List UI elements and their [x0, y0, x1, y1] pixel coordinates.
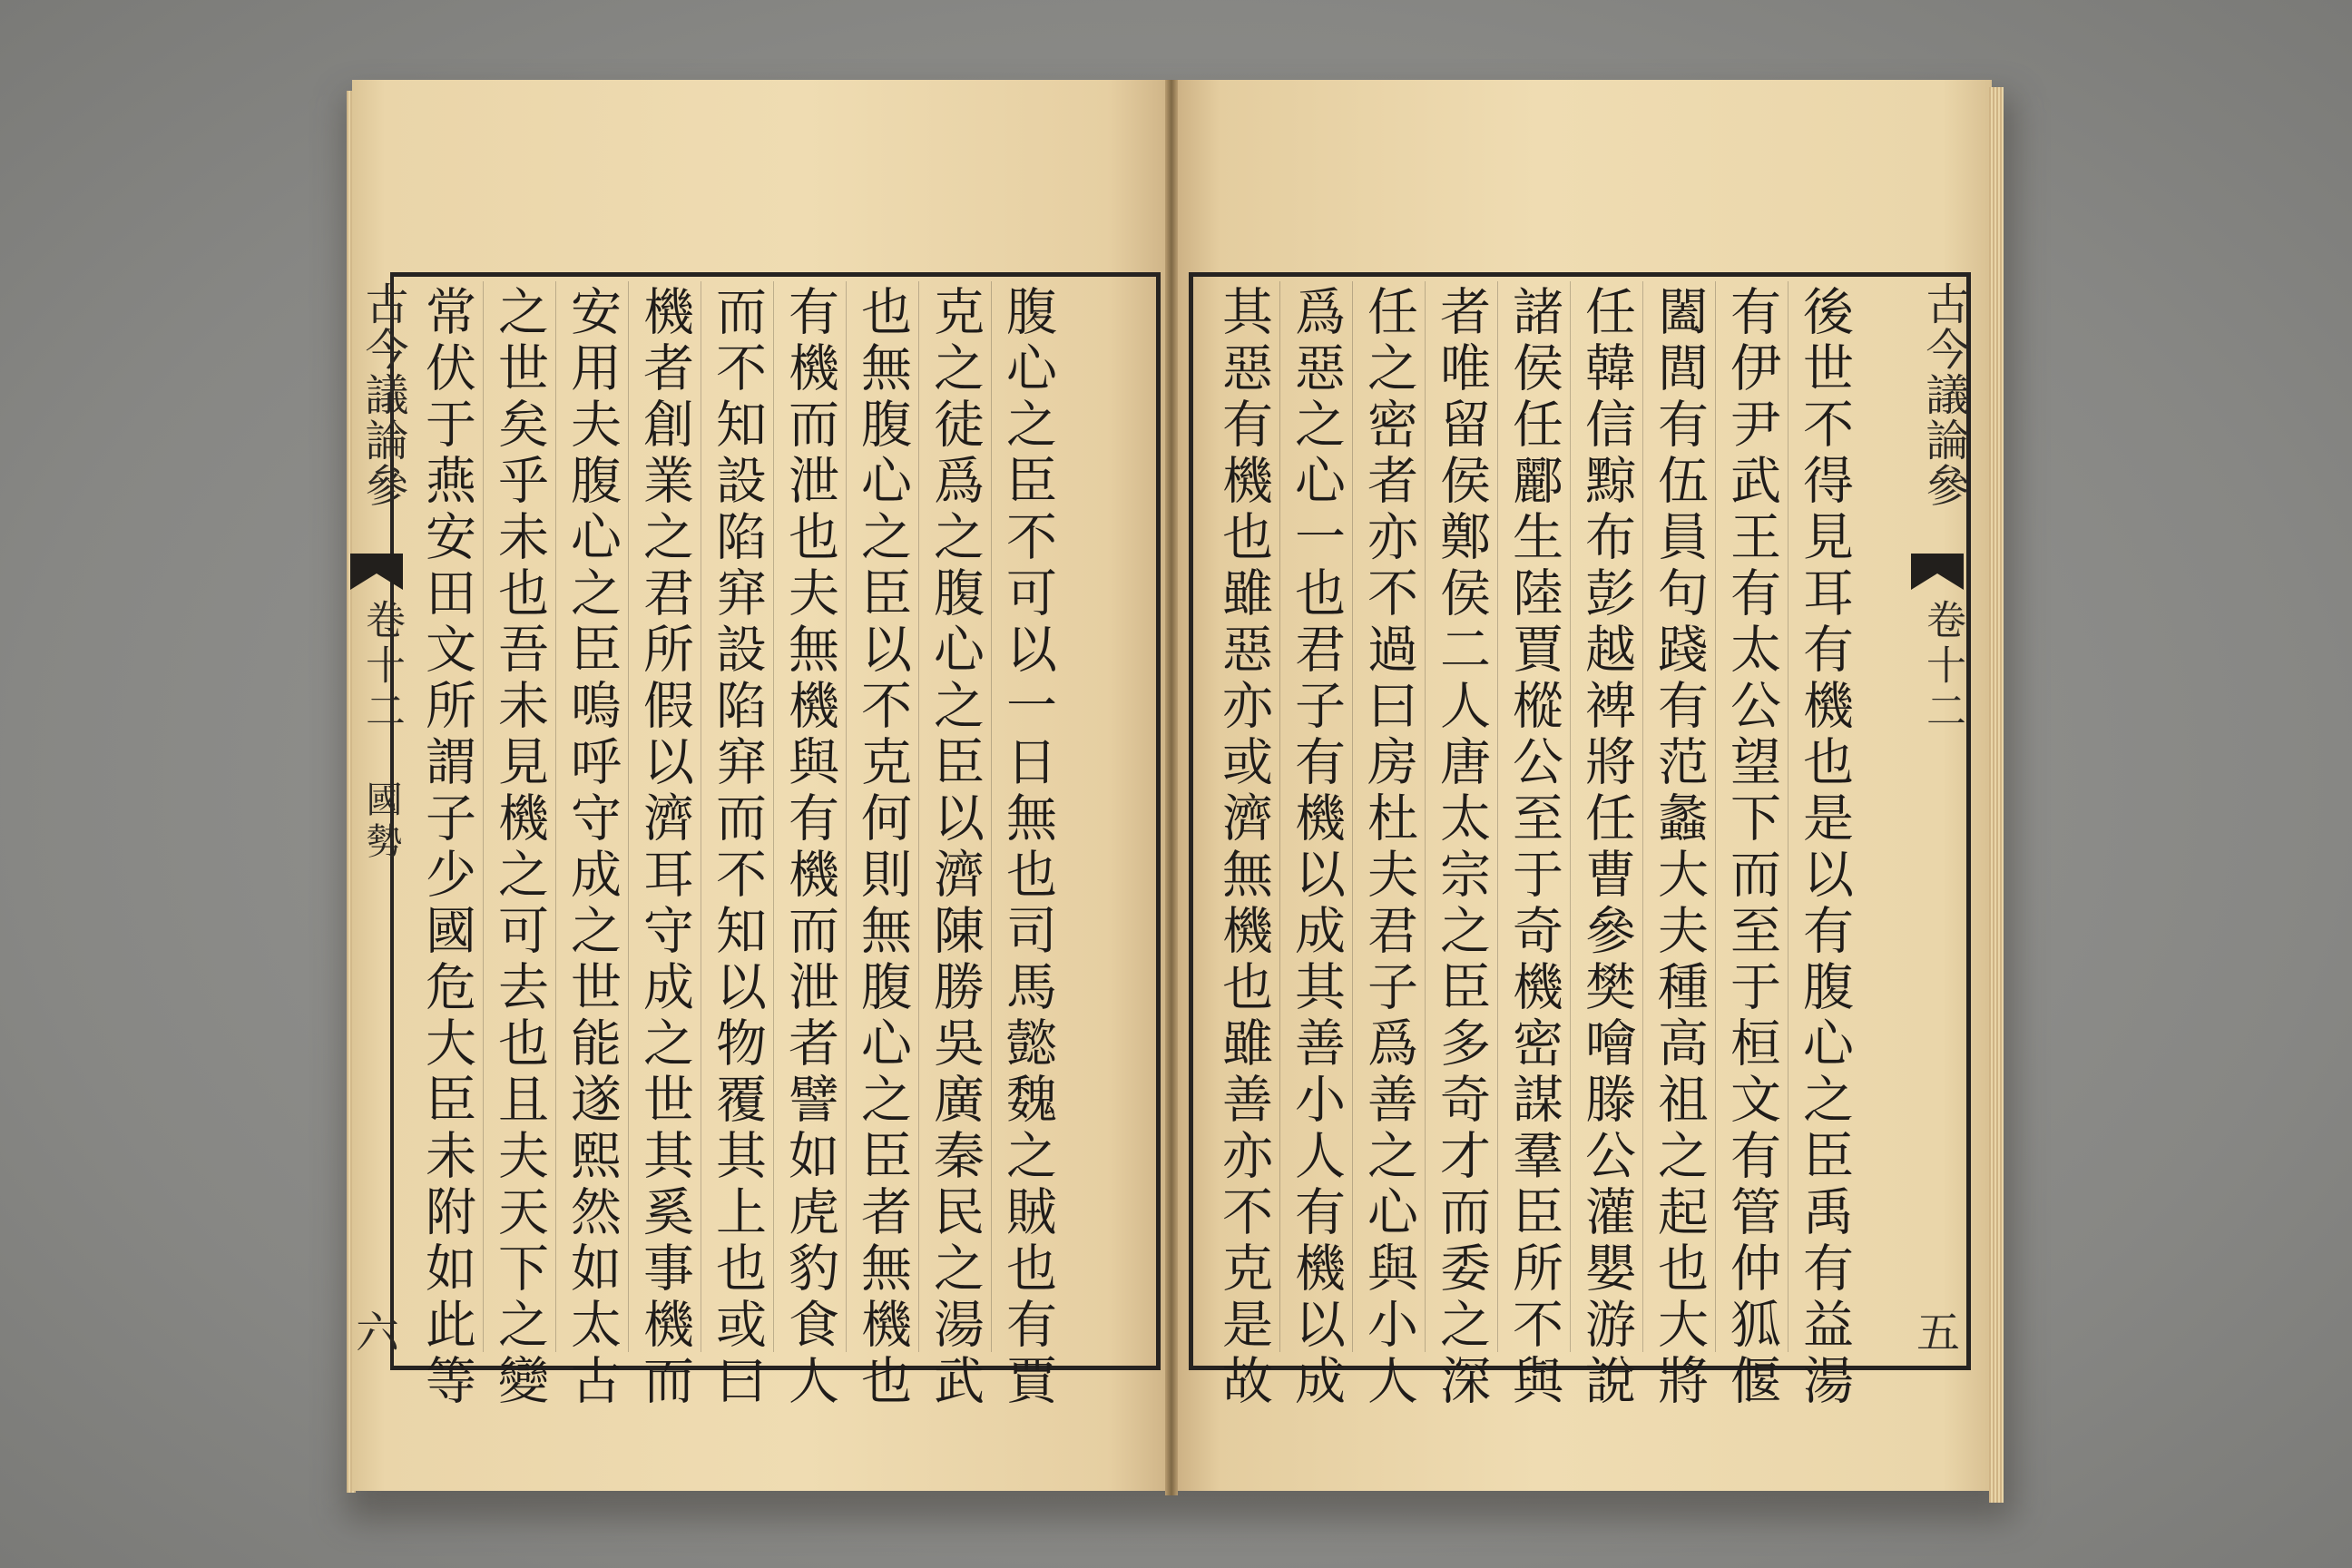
text-column: 常伏于燕安田文所謂子少國危大臣未附如此等 [417, 285, 476, 1410]
juan-number: 卷十二 [358, 599, 405, 735]
right-page-edges [1989, 87, 2004, 1503]
text-column: 安用夫腹心之臣嗚呼守成之世能遂熙然如太古 [555, 281, 628, 1352]
right-text-block [1207, 281, 1860, 1410]
right-banxin [1906, 272, 1969, 1370]
banxin-title: 古今議論參 [358, 281, 408, 508]
book-gutter [1165, 80, 1178, 1495]
text-column: 任韓信黥布彭越裨將任曹參樊噲滕公灌嬰游說 [1570, 281, 1642, 1352]
text-column: 有伊尹武王有太公望下而至于桓文有管仲狐偃 [1715, 281, 1788, 1352]
text-column: 後世不得見耳有機也是以有腹心之臣禹有益湯 [1788, 281, 1860, 1352]
text-column: 克之徒爲之腹心之臣以濟陳勝吳廣秦民之湯武 [918, 281, 991, 1352]
page-number-right: 五 [1916, 1308, 1961, 1358]
page-number: 六 [356, 1308, 400, 1358]
text-column: 任之密者亦不過曰房杜夫君子爲善之心與小人 [1352, 281, 1425, 1352]
text-column: 爲惡之心一也君子有機以成其善小人有機以成 [1279, 281, 1352, 1352]
fish-tail-mark-right [1911, 554, 1964, 590]
left-banxin [345, 272, 408, 1370]
left-text-block [410, 281, 1063, 1410]
text-column: 闔閭有伍員句踐有范蠡大夫種高祖之起也大將 [1642, 281, 1715, 1352]
text-column: 其惡有機也雖惡亦或濟無機也雖善亦不克是故 [1214, 285, 1273, 1410]
text-column: 有機而泄也夫無機與有機而泄者譬如虎豹食人 [773, 281, 846, 1352]
juan-number-right: 卷十二 [1919, 599, 1965, 735]
text-column: 之世矣乎未也吾未見機之可去也且夫天下之變 [483, 281, 555, 1352]
text-column: 諸侯任酈生陸賈樅公至于奇機密謀羣臣所不與 [1497, 281, 1570, 1352]
text-column: 者唯留侯鄭侯二人唐太宗之臣多奇才而委之深 [1425, 281, 1497, 1352]
fish-tail-mark [350, 554, 403, 590]
section-title: 國勢 [360, 780, 402, 864]
text-column: 機者創業之君所假以濟耳守成之世其奚事機而 [628, 281, 701, 1352]
text-column: 而不知設陷穽設陷穽而不知以物覆其上也或曰 [701, 281, 773, 1352]
banxin-title-right: 古今議論參 [1918, 281, 1969, 508]
text-column: 腹心之臣不可以一日無也司馬懿魏之賊也有賈 [991, 281, 1063, 1352]
text-column: 也無腹心之臣以不克何則無腹心之臣者無機也 [846, 281, 918, 1352]
